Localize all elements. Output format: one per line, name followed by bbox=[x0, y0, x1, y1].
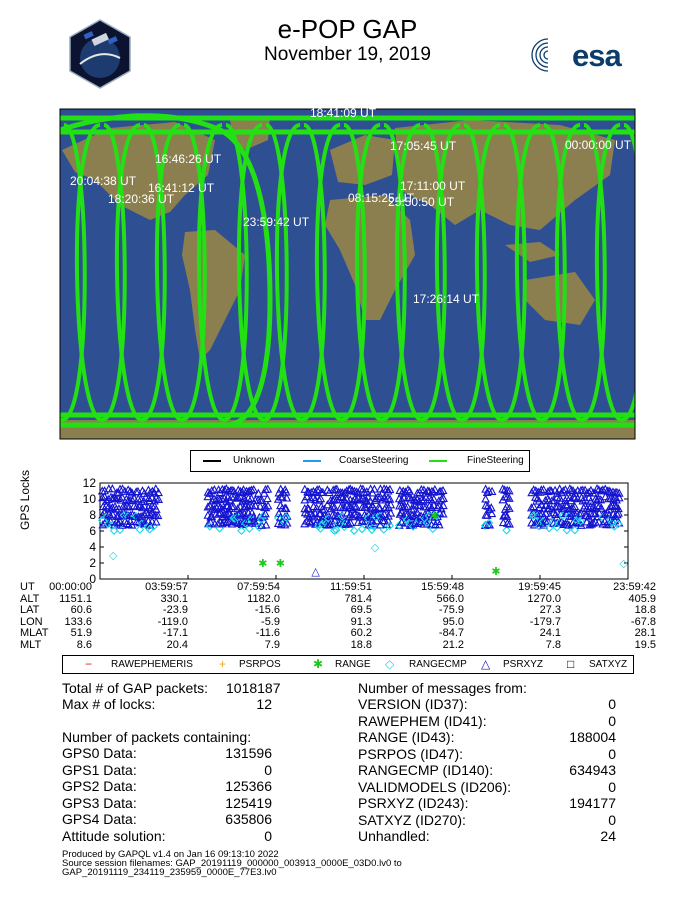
map-label: 23:59:42 UT bbox=[243, 215, 310, 229]
orbit-cell: 781.4 bbox=[344, 592, 372, 605]
message-count-label: Unhandled: bbox=[358, 828, 430, 844]
orbit-cell: 7.8 bbox=[545, 639, 561, 651]
orbit-cell: 1151.1 bbox=[59, 592, 92, 605]
orbit-cell: -23.9 bbox=[162, 604, 188, 617]
orbit-cell: 7.9 bbox=[264, 639, 280, 651]
message-count-value: 634943 bbox=[569, 762, 616, 778]
orbit-cell: 95.0 bbox=[442, 615, 464, 628]
orbit-row-label: MLAT bbox=[20, 627, 49, 640]
message-count-value: 194177 bbox=[569, 795, 616, 811]
packet-count-label: GPS3 Data: bbox=[62, 794, 137, 811]
map-label: 18:41:09 UT bbox=[310, 106, 377, 120]
orbit-cell: -15.6 bbox=[254, 604, 280, 617]
legend-rangecmp-symbol: ◇ bbox=[385, 657, 395, 671]
orbit-cell: 15:59:48 bbox=[421, 581, 464, 593]
message-legend bbox=[62, 655, 634, 674]
map-label: 00:00:00 UT bbox=[565, 138, 632, 152]
orbit-cell: 60.6 bbox=[70, 604, 92, 617]
packet-count-value: 635806 bbox=[225, 811, 272, 827]
isolated-point: ✱ bbox=[258, 557, 268, 570]
map-label: 17:26:14 UT bbox=[413, 292, 480, 306]
message-count-label: RANGE (ID43): bbox=[358, 729, 455, 745]
orbit-cell: 566.0 bbox=[436, 592, 464, 605]
message-count-label: PSRPOS (ID47): bbox=[358, 745, 464, 762]
map-label: 17:05:45 UT bbox=[390, 139, 457, 153]
message-count-label: RANGECMP (ID140): bbox=[358, 762, 494, 778]
map-label: 16:46:26 UT bbox=[155, 152, 222, 166]
orbit-cell: 23:59:42 bbox=[613, 581, 656, 593]
orbit-cell: 19.5 bbox=[634, 639, 656, 651]
legend-unknown-label: Unknown bbox=[233, 455, 275, 466]
legend-satxyz-label: SATXYZ bbox=[589, 659, 628, 670]
orbit-cell: 60.2 bbox=[350, 627, 372, 640]
orbit-cell: -67.8 bbox=[630, 615, 656, 628]
message-count-value: 0 bbox=[608, 712, 616, 729]
orbit-row-label: LAT bbox=[20, 604, 40, 617]
map-label: 16:41:12 UT bbox=[148, 181, 215, 195]
message-count-label: SATXYZ (ID270): bbox=[358, 811, 466, 828]
orbit-cell: -17.1 bbox=[162, 627, 188, 640]
messages-title: Number of messages from: bbox=[358, 680, 527, 696]
orbit-cell: 19:59:45 bbox=[518, 581, 561, 593]
max-locks-value: 12 bbox=[256, 696, 272, 712]
isolated-point: ✱ bbox=[429, 509, 440, 522]
y-tick-label: 4 bbox=[89, 540, 96, 554]
orbit-cell: 27.3 bbox=[539, 604, 561, 617]
packet-count-label: GPS1 Data: bbox=[62, 761, 137, 778]
message-count-value: 188004 bbox=[569, 729, 616, 745]
y-tick-label: 10 bbox=[82, 492, 96, 506]
message-count-label: VERSION (ID37): bbox=[358, 696, 468, 712]
isolated-point: ◇ bbox=[619, 557, 628, 570]
message-count-label: RAWEPHEM (ID41): bbox=[358, 712, 487, 729]
message-count-value: 0 bbox=[608, 778, 616, 795]
orbit-row-label: MLT bbox=[20, 639, 42, 651]
orbit-cell: 1182.0 bbox=[247, 592, 280, 605]
legend-range-symbol: ✱ bbox=[313, 657, 324, 671]
page-date: November 19, 2019 bbox=[264, 44, 431, 65]
orbit-cell: -179.7 bbox=[529, 615, 561, 628]
map-label: 20:04:38 UT bbox=[70, 174, 137, 188]
isolated-point: ◇ bbox=[370, 541, 380, 554]
orbit-cell: 21.2 bbox=[442, 639, 464, 651]
footer bbox=[62, 850, 662, 877]
orbit-cell: 00:00:00 bbox=[49, 581, 92, 593]
legend-psrxyz-symbol: △ bbox=[481, 657, 491, 671]
y-tick-label: 0 bbox=[89, 572, 96, 586]
orbit-cell: 8.6 bbox=[76, 639, 92, 651]
orbit-cell: 11:59:51 bbox=[329, 581, 372, 593]
legend-rawephemeris-label: RAWEPHEMERIS bbox=[111, 659, 193, 670]
legend-psrpos-label: PSRPOS bbox=[239, 659, 281, 670]
max-locks-label: Max # of locks: bbox=[62, 696, 156, 712]
legend-satxyz-symbol: □ bbox=[567, 657, 575, 671]
map-label: 08:15:25 UT bbox=[348, 191, 415, 205]
orbit-cell: 51.9 bbox=[70, 627, 92, 640]
isolated-point: △ bbox=[311, 565, 320, 578]
orbit-cell: 133.6 bbox=[64, 615, 92, 628]
orbit-cell: -84.7 bbox=[438, 627, 464, 640]
packet-count-value: 125419 bbox=[225, 794, 272, 811]
y-tick-label: 6 bbox=[89, 524, 96, 538]
footer-line2: Source session filenames: GAP_20191119_000000_003913_0000E_03D0.lv0 to bbox=[62, 858, 402, 869]
orbit-cell: 405.9 bbox=[628, 592, 656, 605]
packets-containing-label: Number of packets containing: bbox=[62, 729, 252, 745]
orbit-cell: 07:59:54 bbox=[237, 581, 280, 593]
message-count-label: VALIDMODELS (ID206): bbox=[358, 778, 512, 795]
orbit-cell: 18.8 bbox=[634, 604, 656, 617]
y-tick-label: 12 bbox=[82, 476, 96, 490]
isolated-point: ✱ bbox=[275, 557, 286, 570]
orbit-row-label: LON bbox=[20, 615, 43, 628]
map-label: 18:20:36 UT bbox=[108, 192, 175, 206]
orbit-cell: 03:59:57 bbox=[145, 581, 188, 593]
orbit-cell: 330.1 bbox=[160, 592, 188, 605]
y-tick-label: 8 bbox=[89, 508, 96, 522]
message-count-value: 24 bbox=[600, 828, 616, 844]
orbit-cell: 20.4 bbox=[166, 639, 188, 651]
page-title: e-POP GAP bbox=[277, 14, 418, 44]
isolated-point: ✱ bbox=[491, 565, 501, 578]
packet-count-label: GPS0 Data: bbox=[62, 745, 137, 761]
legend-rangecmp-label: RANGECMP bbox=[409, 659, 467, 670]
legend-psrpos-symbol: + bbox=[219, 657, 227, 671]
map-label: 17:11:00 UT bbox=[400, 179, 466, 193]
packet-count-value: 0 bbox=[264, 827, 272, 844]
message-count-value: 0 bbox=[608, 811, 616, 828]
y-axis-label: GPS Locks bbox=[18, 469, 32, 530]
legend-range-label: RANGE bbox=[335, 659, 371, 670]
orbit-cell: 18.8 bbox=[350, 639, 372, 651]
orbit-cell: 1270.0 bbox=[527, 592, 561, 605]
orbit-cell: 69.5 bbox=[350, 604, 372, 617]
esa-logo-text: esa bbox=[572, 38, 621, 73]
total-packets-label: Total # of GAP packets: bbox=[62, 680, 209, 696]
isolated-point: ◇ bbox=[108, 549, 118, 562]
legend-rawephemeris-symbol: − bbox=[85, 657, 93, 671]
packet-count-label: Attitude solution: bbox=[62, 827, 166, 844]
map-label: 25:50:50 UT bbox=[388, 195, 455, 209]
message-count-value: 0 bbox=[608, 745, 616, 762]
packet-count-label: GPS4 Data: bbox=[62, 811, 137, 827]
footer-line1: Produced by GAPQL v1.4 on Jan 16 09:13:10 2022 bbox=[62, 849, 279, 860]
footer-line3: GAP_20191119_234119_235959_0000E_77E3.lv0 bbox=[62, 867, 277, 878]
orbit-cell: 91.3 bbox=[350, 615, 372, 628]
packet-count-value: 125366 bbox=[225, 778, 272, 794]
orbit-row-label: UT bbox=[20, 581, 35, 593]
orbit-cell: -11.6 bbox=[255, 627, 280, 640]
legend-psrxyz-label: PSRXYZ bbox=[503, 659, 544, 670]
orbit-cell: -5.9 bbox=[261, 615, 280, 628]
orbit-cell: -75.9 bbox=[438, 604, 464, 617]
total-packets-value: 1018187 bbox=[226, 680, 281, 696]
legend-coarse-label: CoarseSteering bbox=[339, 455, 409, 466]
message-count-value: 0 bbox=[608, 696, 616, 712]
y-tick-label: 2 bbox=[89, 556, 96, 570]
packet-count-label: GPS2 Data: bbox=[62, 778, 137, 794]
packet-count-value: 0 bbox=[264, 761, 272, 778]
orbit-cell: 28.1 bbox=[634, 627, 656, 640]
message-count-label: PSRXYZ (ID243): bbox=[358, 795, 469, 811]
packet-count-value: 131596 bbox=[225, 745, 272, 761]
legend-fine-label: FineSteering bbox=[467, 455, 524, 466]
orbit-cell: -119.0 bbox=[157, 615, 188, 628]
orbit-cell: 24.1 bbox=[539, 627, 561, 640]
orbit-row-label: ALT bbox=[20, 592, 40, 605]
